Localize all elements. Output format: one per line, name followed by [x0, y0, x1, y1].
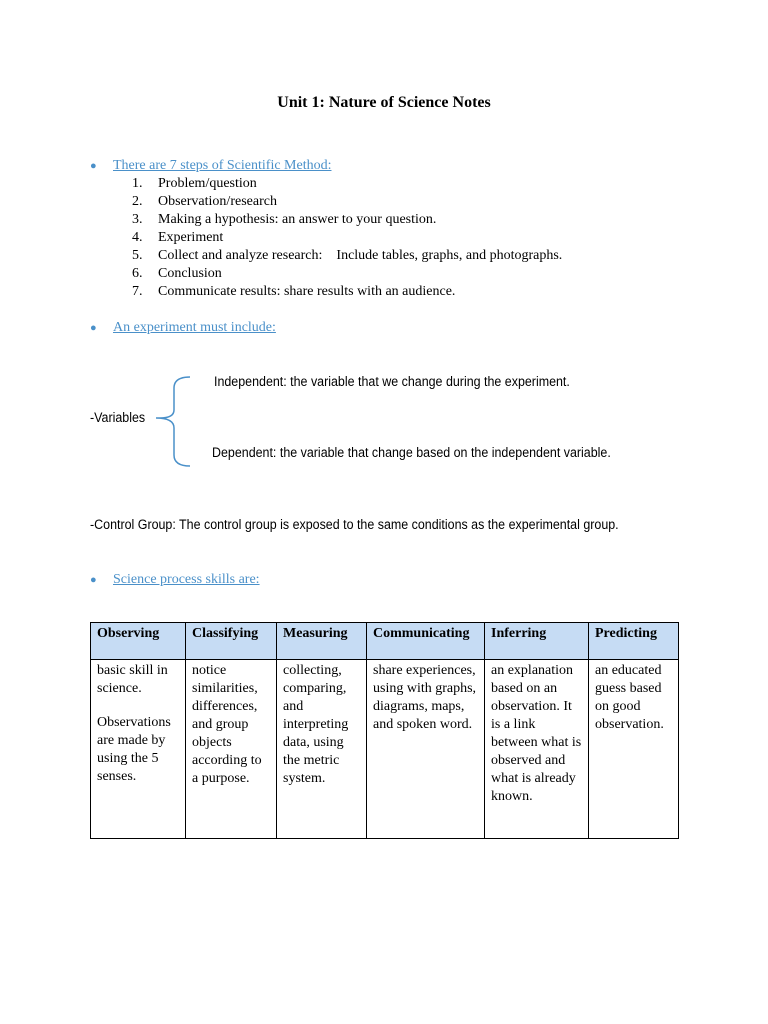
process-skills-table: [90, 622, 679, 839]
column-header: Classifying: [186, 623, 277, 660]
bullet-dot-icon: ●: [90, 574, 97, 586]
column-header: Communicating: [367, 623, 485, 660]
cell-paragraph: notice similarities, differences, and group objects according to a purpose.: [192, 663, 262, 786]
steps-heading: There are 7 steps of Scientific Method:: [113, 158, 332, 173]
column-header: Inferring: [485, 623, 589, 660]
list-item: 7. Communicate results: share results with an audience.: [132, 284, 456, 299]
list-item: 2. Observation/research: [132, 194, 277, 209]
list-item: 3. Making a hypothesis: an answer to your question.: [132, 212, 437, 227]
bullet-dot-icon: ●: [90, 322, 97, 334]
cell-paragraph: Observations are made by using the 5 senses.: [97, 715, 171, 784]
cell-paragraph: collecting, comparing, and interpreting data, using the metric system.: [283, 663, 349, 786]
experiment-heading: An experiment must include:: [113, 320, 276, 335]
list-item: 4. Experiment: [132, 230, 224, 245]
curly-brace-icon: [150, 374, 198, 470]
table-header-row: [91, 623, 679, 660]
table-cell: [367, 660, 485, 839]
column-header: Observing: [91, 623, 186, 660]
table-cell: [277, 660, 367, 839]
table-row: [91, 660, 679, 839]
cell-paragraph: basic skill in science.: [97, 663, 168, 696]
list-item: 5. Collect and analyze research: Include tables, graphs, and photographs.: [132, 248, 563, 263]
variables-label: -Variables: [90, 410, 146, 425]
control-group-text: -Control Group: The control group is exposed to the same conditions as the experimental group.: [90, 517, 619, 532]
column-header: Measuring: [277, 623, 367, 660]
table-cell: [186, 660, 277, 839]
column-header: Predicting: [589, 623, 679, 660]
table-cell: [91, 660, 186, 839]
list-item: 1. Problem/question: [132, 176, 257, 191]
table-cell: [485, 660, 589, 839]
independent-variable-text: Independent: the variable that we change during the experiment.: [214, 374, 570, 389]
cell-paragraph: share experiences, using with graphs, diagrams, maps, and spoken word.: [373, 663, 477, 732]
dependent-variable-text: Dependent: the variable that change based on the independent variable.: [212, 445, 611, 460]
bullet-dot-icon: ●: [90, 160, 97, 172]
cell-paragraph: an educated guess based on good observation.: [595, 663, 664, 732]
page-title: Unit 1: Nature of Science Notes: [277, 94, 491, 111]
steps-list: [132, 175, 562, 301]
table-cell: [589, 660, 679, 839]
list-item: 6. Conclusion: [132, 266, 222, 281]
cell-paragraph: an explanation based on an observation. It is a link between what is observed and what is already known.: [491, 663, 582, 804]
skills-heading: Science process skills are:: [113, 572, 260, 587]
